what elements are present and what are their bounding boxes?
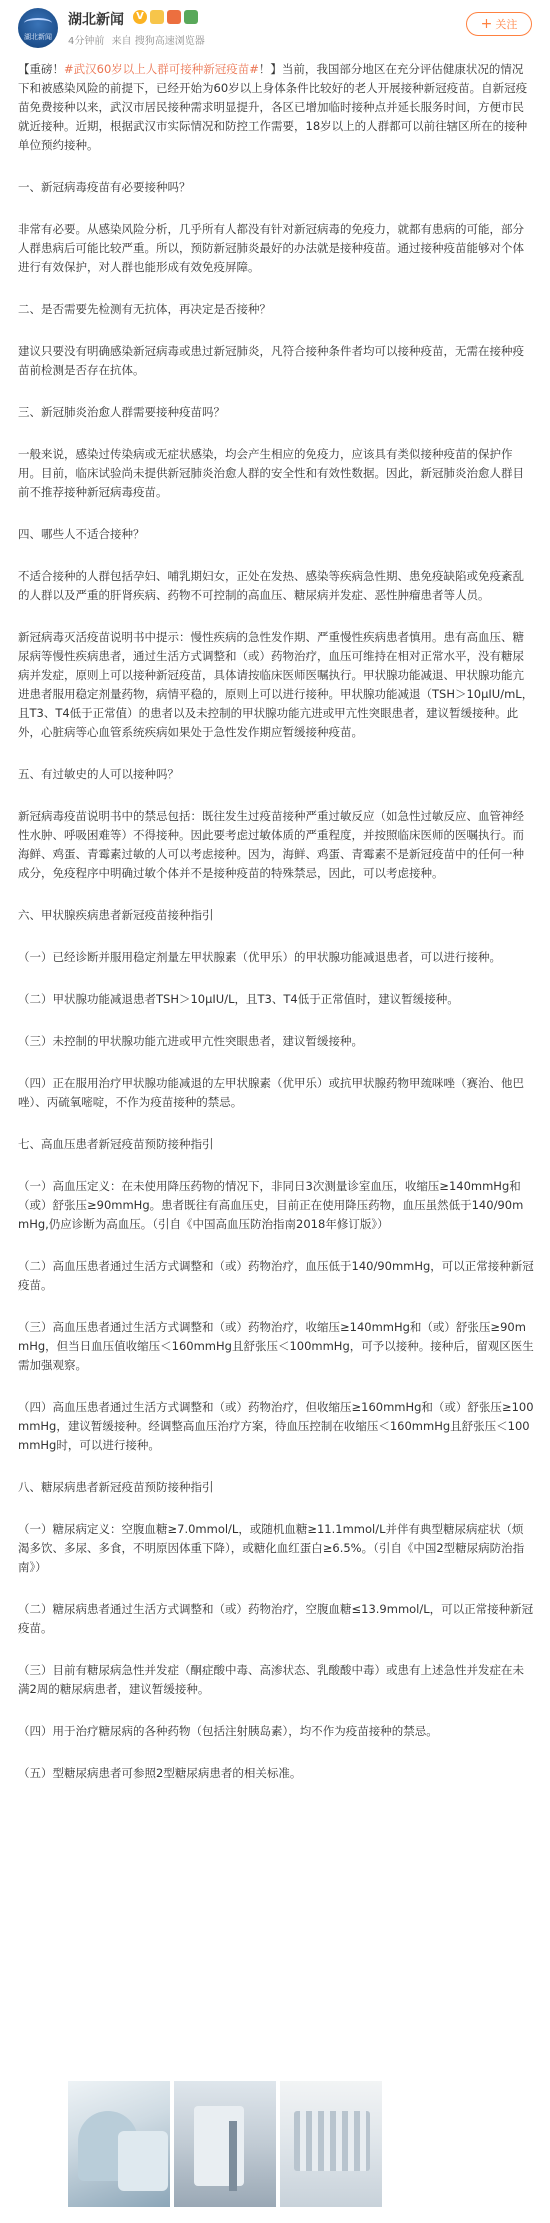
follow-button[interactable] bbox=[466, 12, 532, 36]
post-image-2[interactable] bbox=[174, 2081, 276, 2207]
image-grid bbox=[68, 2081, 383, 2207]
paragraph-8-3: （三）目前有糖尿病急性并发症（酮症酸中毒、高渗状态、乳酸酸中毒）或患有上述急性并发症在未满2周的糖尿病患者，建议暂缓接种。 bbox=[18, 1663, 524, 1696]
section-heading-2: 二、是否需要先检测有无抗体，再决定是否接种？ bbox=[18, 302, 271, 316]
post-meta bbox=[68, 32, 205, 47]
paragraph-4a: 不适合接种的人群包括孕妇、哺乳期妇女，正处在发热、感染等疾病急性期、患免疫缺陷或免疫紊乱的人群以及严重的肝肾疾病、药物不可控制的高血压、糖尿病并发症、恶性肿瘤患者等人员。 bbox=[18, 569, 524, 602]
intro-text: ！】当前，我国部分地区在充分评估健康状况的情况下和被感染风险的前提下，已经开始为60岁以上身体条件比较好的老人开展接种新冠疫苗。自新冠疫苗免费接种以来，武汉市居民接种需求明显提升，各区已增加临时接种点并延长服务时间，方便市民就近接种。近期，根据武汉市实际情况和防控工作需要，18岁以上的人群都可以前往辖区所在的接种单位预约接种。 bbox=[18, 62, 528, 152]
paragraph-6-1: （一）已经诊断并服用稳定剂量左甲状腺素（优甲乐）的甲状腺功能减退患者，可以进行接种。 bbox=[18, 950, 501, 964]
vip-badge-icon bbox=[150, 10, 164, 24]
source-prefix: 来自 bbox=[111, 36, 132, 47]
section-heading-1: 一、新冠病毒疫苗有必要接种吗？ bbox=[18, 180, 191, 194]
needle-shape bbox=[229, 2121, 237, 2191]
paragraph-8-1: （一）糖尿病定义：空腹血糖≥7.0mmol/L，或随机血糖≥11.1mmol/L并伴有典型糖尿病症状（烦渴多饮、多尿、多食，不明原因体重下降），或糖化血红蛋白≥6.5%。（引自《中国2型糖尿病防治指南》） bbox=[18, 1522, 525, 1574]
paragraph-6-2: （二）甲状腺功能减退患者TSH＞10μIU/L，且T3、T4低于正常值时，建议暂缓接种。 bbox=[18, 992, 459, 1006]
paragraph-8-4: （四）用于治疗糖尿病的各种药物（包括注射胰岛素），均不作为疫苗接种的禁忌。 bbox=[18, 1724, 438, 1738]
section-heading-7: 七、高血压患者新冠疫苗预防接种指引 bbox=[18, 1137, 214, 1151]
post-image-1[interactable] bbox=[68, 2081, 170, 2207]
paragraph-8-2: （二）糖尿病患者通过生活方式调整和（或）药物治疗，空腹血糖≤13.9mmol/L，可以正常接种新冠疫苗。 bbox=[18, 1602, 534, 1635]
paragraph-6-3: （三）未控制的甲状腺功能亢进或甲亢性突眼患者，建议暂缓接种。 bbox=[18, 1034, 363, 1048]
plus-icon: + bbox=[480, 16, 493, 32]
author-badges bbox=[133, 9, 198, 25]
section-heading-3: 三、新冠肺炎治愈人群需要接种疫苗吗？ bbox=[18, 405, 225, 419]
post-body bbox=[18, 60, 534, 1783]
paragraph-7-2: （二）高血压患者通过生活方式调整和（或）药物治疗，血压低于140/90mmHg，可以正常接种新冠疫苗。 bbox=[18, 1259, 534, 1292]
verified-v-icon: V bbox=[133, 10, 147, 24]
logo-wave-icon bbox=[24, 18, 52, 28]
paragraph-5: 新冠病毒疫苗说明书中的禁忌包括：既往发生过疫苗接种严重过敏反应（如急性过敏反应、血管神经性水肿、呼吸困难等）不得接种。因此要考虑过敏体质的严重程度，并按照临床医师的医嘱执行。而海鲜、鸡蛋、青霉素过敏的人可以考虑接种。因为，海鲜、鸡蛋、青霉素不是新冠疫苗中的任何一种成分，免疫程序中明确过敏个体并不是接种疫苗的特殊禁忌，因此，可以考虑接种。 bbox=[18, 809, 524, 880]
paragraph-4b: 新冠病毒灭活疫苗说明书中提示：慢性疾病的急性发作期、严重慢性疾病患者慎用。患有高血压、糖尿病等慢性疾病患者，通过生活方式调整和（或）药物治疗，血压可维持在相对正常水平，没有糖尿病并发症，原则上可以接种新冠疫苗，具体请按临床医师医嘱执行。甲状腺功能减退、甲状腺功能亢进患者服用稳定剂量药物，病情平稳的，原则上可以进行接种。甲状腺功能减退（TSH＞10μIU/mL，且T3、T4低于正常值）的患者以及未控制的甲状腺功能亢进或甲亢性突眼患者，建议暂缓接种。此外，心脏病等心血管系统疾病如果处于急性发作期应暂缓接种疫苗。 bbox=[18, 630, 534, 739]
follow-label: 关注 bbox=[495, 18, 518, 31]
post-header bbox=[0, 0, 550, 56]
vial-tray-shape bbox=[294, 2111, 370, 2171]
post-time: 4分钟前 bbox=[68, 36, 105, 47]
section-heading-6: 六、甲状腺疾病患者新冠疫苗接种指引 bbox=[18, 908, 214, 922]
paragraph-8-5: （五）型糖尿病患者可参照2型糖尿病患者的相关标准。 bbox=[18, 1766, 302, 1780]
post-source[interactable]: 搜狗高速浏览器 bbox=[134, 36, 205, 47]
section-heading-4: 四、哪些人不适合接种？ bbox=[18, 527, 145, 541]
paragraph-3: 一般来说，感染过传染病或无症状感染，均会产生相应的免疫力，应该具有类似接种疫苗的保护作用。目前，临床试验尚未提供新冠肺炎治愈人群的安全性和有效性数据。因此，新冠肺炎治愈人群目前不推荐接种新冠病毒疫苗。 bbox=[18, 447, 524, 499]
post-intro bbox=[18, 60, 534, 155]
syringe-shape bbox=[118, 2131, 168, 2191]
section-heading-5: 五、有过敏史的人可以接种吗？ bbox=[18, 767, 179, 781]
paragraph-7-4: （四）高血压患者通过生活方式调整和（或）药物治疗，但收缩压≥160mmHg和（或）舒张压≥100mmHg，建议暂缓接种。经调整高血压治疗方案，待血压控制在收缩压＜160mmHg且舒张压＜100mmHg时，可以进行接种。 bbox=[18, 1400, 534, 1452]
paragraph-1: 非常有必要。从感染风险分析，几乎所有人都没有针对新冠病毒的免疫力，就都有患病的可能，部分人群患病后可能比较严重。所以，预防新冠肺炎最好的办法就是接种疫苗。通过接种疫苗能够对个体进行有效保护，对人群也能形成有效免疫屏障。 bbox=[18, 222, 524, 274]
author-name[interactable]: 湖北新闻 bbox=[68, 12, 124, 28]
section-heading-8: 八、糖尿病患者新冠疫苗预防接种指引 bbox=[18, 1480, 214, 1494]
paragraph-2: 建议只要没有明确感染新冠病毒或患过新冠肺炎，凡符合接种条件者均可以接种疫苗，无需在接种疫苗前检测是否存在抗体。 bbox=[18, 344, 524, 377]
avatar[interactable] bbox=[18, 8, 58, 48]
paragraph-7-3: （三）高血压患者通过生活方式调整和（或）药物治疗，收缩压≥140mmHg和（或）舒张压≥90mmHg，但当日血压值收缩压＜160mmHg且舒张压＜100mmHg，可予以接种。接种后，留观区医生需加强观察。 bbox=[18, 1320, 534, 1372]
paragraph-7-1: （一）高血压定义：在未使用降压药物的情况下，非同日3次测量诊室血压，收缩压≥140mmHg和（或）舒张压≥90mmHg。患者既往有高血压史，目前正在使用降压药物，血压虽然低于140/90mmHg,仍应诊断为高血压。（引自《中国高血压防治指南2018年修订版》） bbox=[18, 1179, 524, 1231]
post-image-3[interactable] bbox=[280, 2081, 382, 2207]
intro-prefix: 【重磅！ bbox=[18, 62, 64, 76]
hashtag-link[interactable]: #武汉60岁以上人群可接种新冠疫苗# bbox=[64, 62, 259, 76]
plant-badge-icon bbox=[184, 10, 198, 24]
avatar-logo-text: 湖北新闻 bbox=[24, 33, 52, 41]
paragraph-6-4: （四）正在服用治疗甲状腺功能减退的左甲状腺素（优甲乐）或抗甲状腺药物甲巯咪唑（赛治、他巴唑）、丙硫氧嘧啶，不作为疫苗接种的禁忌。 bbox=[18, 1076, 524, 1109]
gold-badge-icon bbox=[167, 10, 181, 24]
